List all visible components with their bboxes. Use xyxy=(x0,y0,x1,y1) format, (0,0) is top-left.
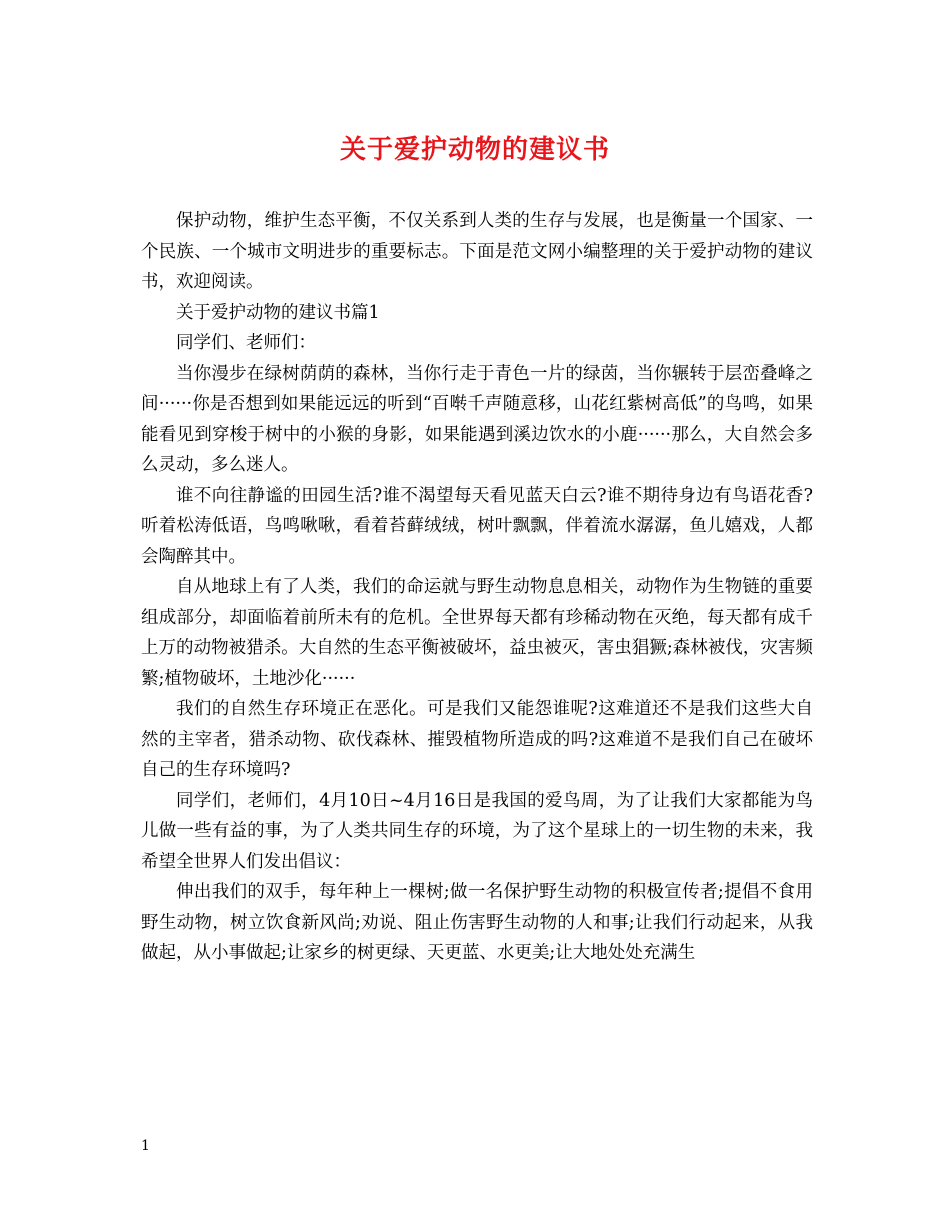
document-title: 关于爱护动物的建议书 xyxy=(339,135,610,165)
body-paragraph: 同学们，老师们，4月10日~4月16日是我国的爱鸟周，为了让我们大家都能为鸟儿做一些有益的事，为了人类共同生存的环境，为了这个星球上的一切生物的未来，我希望全世界人们发出倡议： xyxy=(141,790,813,872)
body-paragraph: 自从地球上有了人类，我们的命运就与野生动物息息相关，动物作为生物链的重要组成部分，却面临着前所未有的危机。全世界每天都有珍稀动物在灭绝，每天都有成千上万的动物被猎杀。大自然的生态平衡被破坏，益虫被灭，害虫猖獗;森林被伐，灾害频繁;植物破坏，土地沙化······ xyxy=(141,577,813,689)
body-paragraph: 我们的自然生存环境正在恶化。可是我们又能怨谁呢?这难道还不是我们这些大自然的主宰者，猎杀动物、砍伐森林、摧毁植物所造成的吗?这难道不是我们自己在破坏自己的生存环境吗? xyxy=(141,699,813,780)
body-paragraph: 谁不向往静谧的田园生活?谁不渴望每天看见蓝天白云?谁不期待身边有鸟语花香?听着松涛低语，鸟鸣啾啾，看着苔藓绒绒，树叶飘飘，伴着流水潺潺，鱼儿嬉戏，人都会陶醉其中。 xyxy=(141,485,813,567)
body-paragraph: 伸出我们的双手，每年种上一棵树;做一名保护野生动物的积极宣传者;提倡不食用野生动物，树立饮食新风尚;劝说、阻止伤害野生动物的人和事;让我们行动起来，从我做起，从小事做起;让家乡的树更绿、天更蓝、水更美;让大地处处充满生 xyxy=(141,882,813,963)
document-body xyxy=(141,206,813,969)
salutation: 同学们、老师们： xyxy=(176,333,316,353)
page-number: 1 xyxy=(141,1138,150,1154)
body-paragraph: 当你漫步在绿树荫荫的森林，当你行走于青色一片的绿茵，当你辗转于层峦叠峰之间······你是否想到如果能远远的听到“百啭千声随意移，山花红紫树高低”的鸟鸣，如果能看见到穿梭于树中的小猴的身影，如果能遇到溪边饮水的小鹿······那么，大自然会多么灵动，多么迷人。 xyxy=(141,363,813,475)
section-heading: 关于爱护动物的建议书篇1 xyxy=(176,302,380,323)
intro-paragraph: 保护动物，维护生态平衡，不仅关系到人类的生存与发展，也是衡量一个国家、一个民族、一个城市文明进步的重要标志。下面是范文网小编整理的关于爱护动物的建议书，欢迎阅读。 xyxy=(141,211,813,292)
